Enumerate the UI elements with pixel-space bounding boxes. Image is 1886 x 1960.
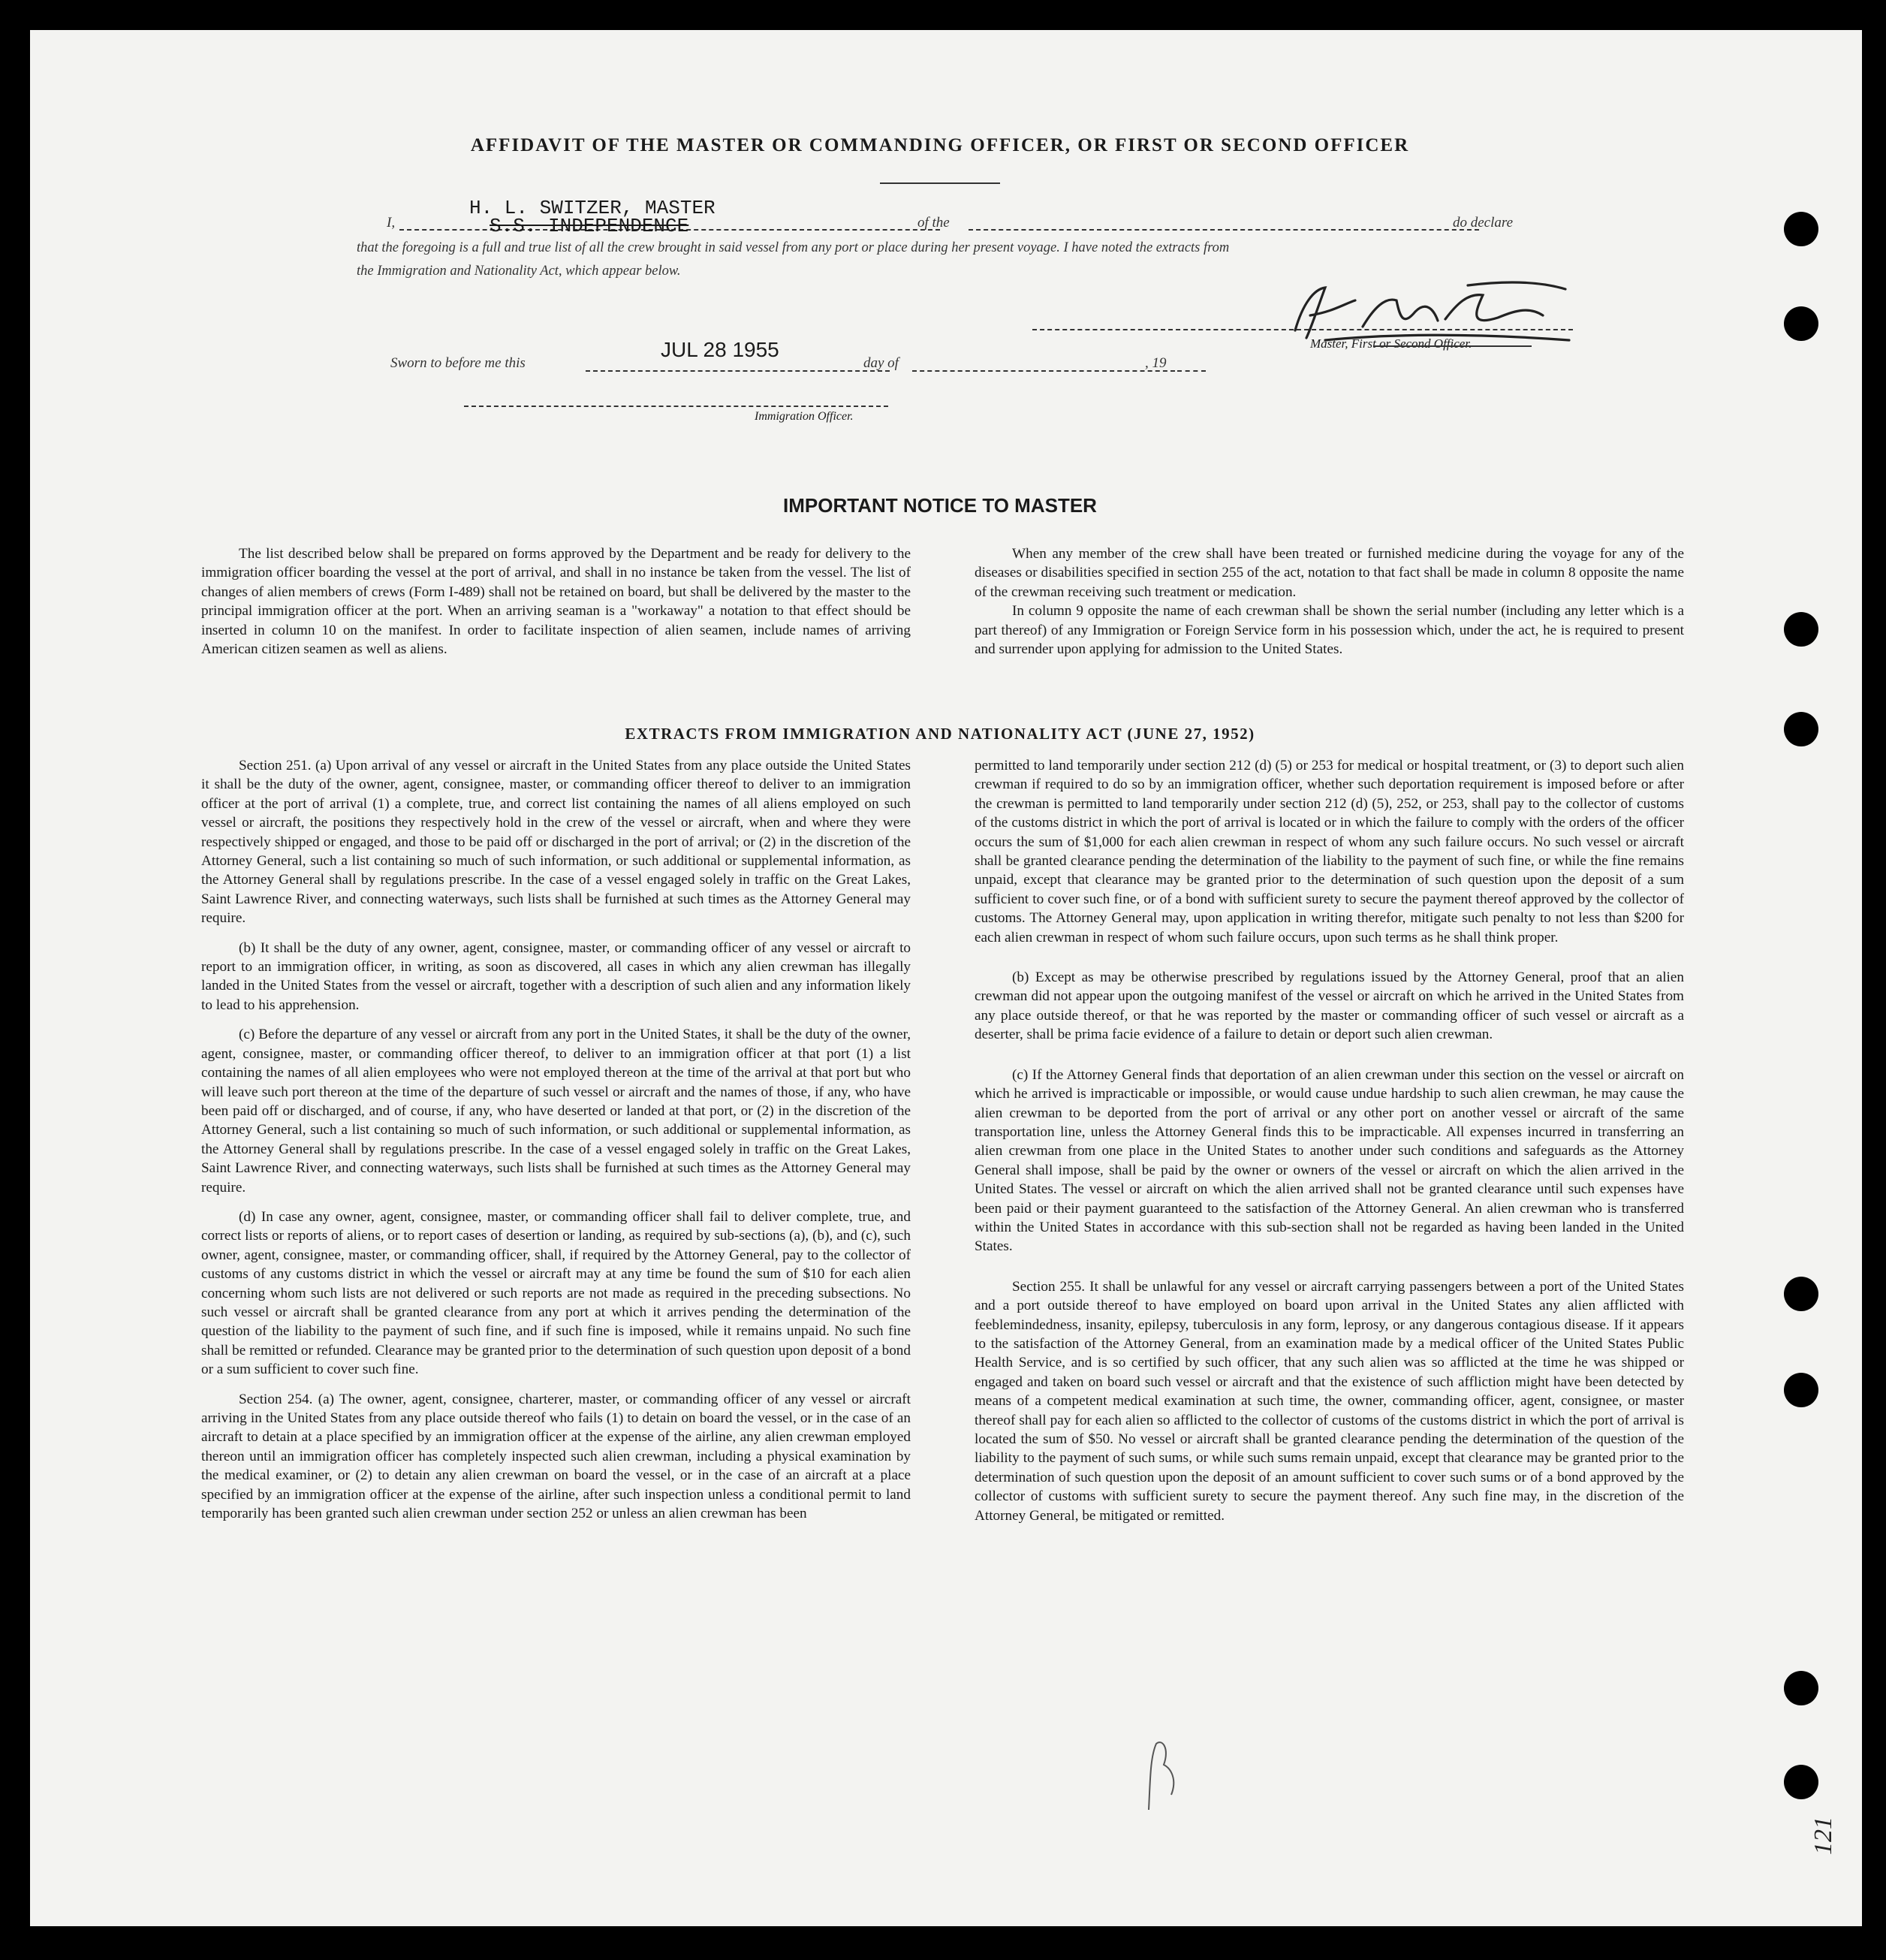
section-254-c: (c) If the Attorney General finds that deportation of an alien crewman under this section on the vessel or aircraft on which he arrived is impracticable or impossible, or would cause undue hardship to such alien crewman, he may cause the alien crewman to be deported from the port of arrival or any other port on another vessel or aircraft of the same transportation line, unless the Attorney General finds this to be impracticable. All expenses incurred in transferring an alien crewman from one place in the United States to another under such conditions and safeguards as the Attorney General shall impose, shall be paid by the owner or owners of the vessel or aircraft on which the alien arrived in the United States. The vessel or aircraft on which the alien arrived shall not be granted clearance until such expenses have been paid or their payment guaranteed to the satisfaction of the Attorney General. An alien crewman who is transferred within the United States in accordance with this sub-section shall not be regarded as having been landed in the United States. xyxy=(975,1066,1684,1255)
notice-title: IMPORTANT NOTICE TO MASTER xyxy=(783,494,1097,517)
year-label: , 19 xyxy=(1145,355,1167,371)
binder-hole xyxy=(1784,1373,1818,1407)
binder-hole xyxy=(1784,612,1818,647)
section-251-a: Section 251. (a) Upon arrival of any vessel or aircraft in the United States from any place outside the United States it shall be the duty of the owner, agent, consignee, master, or commanding officer thereof to deliver to an immigration officer at the port of arrival (1) a complete, true, and correct list containing the names of all aliens employed on such vessel or aircraft, the positions they respectively hold in the crew of the vessel or aircraft, when and where they were respectively shipped or engaged, and those to be paid off or discharged in the port of arrival; or (2) in the discretion of the Attorney General, such a list containing so much of such information, or such additional or supplemental information, as the Attorney General shall by regulations prescribe. In the case of a vessel engaged solely in traffic on the Great Lakes, Saint Lawrence River, and connecting waterways, such lists shall be furnished at such times as the Attorney General may require. xyxy=(201,758,911,927)
affidavit-title: AFFIDAVIT OF THE MASTER OR COMMANDING OFFICER, OR FIRST OR SECOND OFFICER xyxy=(470,135,1410,155)
do-declare-label: do declare xyxy=(1453,215,1514,231)
declaration-line-2: the Immigration and Nationality Act, which appear below. xyxy=(357,264,681,279)
binder-hole xyxy=(1784,712,1818,746)
signature-caption: Master, First or Second Officer. xyxy=(1310,336,1472,351)
sworn-label: Sworn to before me this xyxy=(390,355,526,371)
section-255: Section 255. It shall be unlawful for any vessel or aircraft carrying passengers between a port of the United States and a port outside thereof to have employed on board upon arrival in the United States any alien afflicted with feeblemindedness, insanity, epilepsy, tuberculosis in any form, leprosy, or any dangerous contagious disease. If it appears to the satisfaction of the Attorney General, from an examination made by a medical officer of the United States Public Health Service, and is so certified by such officer, that any such alien was so afflicted at the time he was shipped or engaged and taken on board such vessel or aircraft and that the existence of such affliction might have been detected by means of a competent medical examination at such time, the owner, commanding officer, agent, consignee, or master thereof shall pay for each alien so afflicted to the collector of customs of the customs district in which the port of arrival is located the sum of $50. No vessel or aircraft shall be granted clearance pending the determination of the question of the liability to the payment of such sums, or while such sums remain unpaid, except that clearance may be granted prior to the determination of such question upon the deposit of an amount sufficient to cover such sums or of a bond approved by the collector of customs with sufficient surety to secure the payment thereof. Any such fine may, in the discretion of the Attorney General, be mitigated or remitted. xyxy=(975,1278,1684,1524)
day-of-label: day of xyxy=(863,355,899,371)
master-name: H. L. SWITZER, MASTER xyxy=(469,197,716,219)
year-line xyxy=(1177,370,1206,372)
document-page xyxy=(30,30,1862,1926)
notice-left-column xyxy=(201,544,911,669)
section-254-a-cont: permitted to land temporarily under section 212 (d) (5) or 253 for medical or hospital treatment, or (3) to deport such alien crewman if required to do so by an immigration officer, whether such deportation requirement is imposed before or after the crewman is permitted to land temporarily under section 212 (d) (5), 252, or 253, shall pay to the collector of customs of the customs district in which the port of arrival is located or in which the failure to comply with the orders of the officer occurs the sum of $1,000 for each alien crewman in respect of whom any such failure occurs. No such vessel or aircraft shall be granted clearance pending the determination of the liability to the payment of such fine, or while the fine remains unpaid, except that clearance may be granted prior to the determination of such question upon the deposit of a sum sufficient to cover such fine, or of a bond with sufficient surety to secure the payment thereof approved by the collector of customs. The Attorney General may, upon application in writing therefor, mitigate such penalty to not less than $200 for each alien crewman in respect of whom such failure occurs, upon such terms as he shall think proper. xyxy=(975,758,1684,945)
declaration-line-1: that the foregoing is a full and true list of all the crew brought in said vessel from any port or place during her present voyage. I have noted the extracts from xyxy=(357,240,1230,255)
immigration-officer-caption: Immigration Officer. xyxy=(755,410,854,423)
section-254-b: (b) Except as may be otherwise prescribed by regulations issued by the Attorney General, proof that an alien crewman did not appear upon the outgoing manifest of the vessel or aircraft on which he arrived in the United States from any place outside thereof, or that he was reported by the master or commanding officer of such vessel or aircraft as a deserter, shall be prima facie evidence of a failure to detain or deport such alien crewman. xyxy=(975,969,1684,1043)
caption-strike xyxy=(1374,345,1532,347)
vessel-name: S.S. INDEPENDENCE xyxy=(490,215,689,237)
section-251-c: (c) Before the departure of any vessel or aircraft from any port in the United States, it shall be the duty of the owner, agent, consignee, master, or commanding officer thereof, to deliver to an immigration officer at that port (1) a list containing the names of all alien employees who were not employed thereon at the time of the arrival at that port but who will leave such port thereon at the time of the departure of such vessel or aircraft and the names of those, if any, who have been paid off or discharged, and of course, if any, who have deserted or landed at that port, or (2) in the discretion of the Attorney General, such a list containing so much of such information, or such additional or supplemental information, as the Attorney General shall by regulations prescribe. In the case of a vessel engaged solely in traffic on the Great Lakes, Saint Lawrence River, and connecting waterways, such lists shall be furnished at such times as the Attorney General may require. xyxy=(201,1027,911,1196)
binder-hole xyxy=(1784,212,1818,246)
sworn-date-stamp: JUL 28 1955 xyxy=(661,338,779,361)
section-251-b: (b) It shall be the duty of any owner, agent, consignee, master, or commanding officer of any vessel or aircraft to report to an immigration officer, in writing, as soon as discovered, all cases in which any alien crewman has illegally landed in the United States from the vessel or aircraft, together with a description of such alien and any information likely to lead to his apprehension. xyxy=(201,939,911,1013)
binder-hole xyxy=(1784,1277,1818,1311)
of-the-label: of the xyxy=(917,215,950,231)
i-label: I, xyxy=(387,215,396,231)
notice-right-column xyxy=(975,544,1684,669)
section-251-d: (d) In case any owner, agent, consignee, master, or commanding officer shall fail to deliver complete, true, and correct lists or reports of aliens, or to report cases of desertion or landing, as required by sub-sections (a), (b), and (c), such owner, agent, consignee, master, or commanding officer, shall, if required by the Attorney General, pay to the collector of customs of any customs district in which the vessel or aircraft may at any time be found the sum of $10 for each alien concerning whom such lists are not delivered or such reports are not made as required in the preceding subsections. No such vessel or aircraft shall be granted clearance from any port at which it arrives pending the determination of the question of the liability to the payment of such fine, and if such fine is imposed, while it remains unpaid. No such fine shall be remitted or refunded. Clearance may be granted prior to the determination of such question upon deposit of a bond or a sum sufficient to cover such fine. xyxy=(201,1208,911,1378)
section-254-a: Section 254. (a) The owner, agent, consignee, charterer, master, or commanding officer of any vessel or aircraft arriving in the United States from any place outside thereof who fails (1) to detain on board the vessel, or in the case of an aircraft to detain at a place specified by an immigration officer at the expense of the airline, any alien crewman employed thereon until an immigration officer has completely inspected such alien crewman, including a physical examination by the medical examiner, or (2) to detain any alien crewman on board the vessel, or in the case of an aircraft at a place specified by an immigration officer at the expense of the airline, after such inspection unless a conditional permit to land temporarily has been granted such alien crewman under section 252 or unless an alien crewman has been xyxy=(201,1391,911,1522)
binder-hole xyxy=(1784,1765,1818,1799)
day-of-line xyxy=(912,370,1175,372)
binder-hole xyxy=(1784,1671,1818,1705)
of-the-line xyxy=(969,229,1479,231)
immigration-officer-line xyxy=(464,406,888,407)
notice-left-text: The list described below shall be prepared on forms approved by the Department and be ready for delivery to the immigration officer boarding the vessel at the port of arrival, and shall in no instance be taken from the vessel. The list of changes of alien members of crews (Form I-489) shall not be retained on board, but shall be delivered by the master to the principal immigration officer at the port. When an arriving seaman is a "workaway" a notation to that effect should be inserted in column 10 on the manifest. In order to facilitate inspection of alien seamen, include names of arriving American citizen seamen as well as aliens. xyxy=(201,546,911,658)
sworn-line xyxy=(586,370,890,372)
notice-right-text-1: When any member of the crew shall have been treated or furnished medicine during the voyage for any of the diseases or disabilities specified in section 255 of the act, notation to that fact shall be made in column 8 opposite the name of the crewman receiving such treatment or medication. xyxy=(975,546,1684,600)
notice-right-text-2: In column 9 opposite the name of each crewman shall be shown the serial number (including any letter which is a part thereof) of any Immigration or Foreign Service form in his possession which, under the act, he is required to present and surrender upon applying for admission to the United States. xyxy=(975,603,1684,658)
pen-mark xyxy=(1141,1735,1186,1817)
binder-hole xyxy=(1784,306,1818,341)
extracts-left-column xyxy=(201,756,911,1533)
extracts-title: EXTRACTS FROM IMMIGRATION AND NATIONALITY ACT (JUNE 27, 1952) xyxy=(625,725,1255,743)
page-mark: 121 xyxy=(1809,1817,1837,1855)
title-rule xyxy=(880,182,1000,184)
extracts-right-column xyxy=(975,756,1684,1536)
